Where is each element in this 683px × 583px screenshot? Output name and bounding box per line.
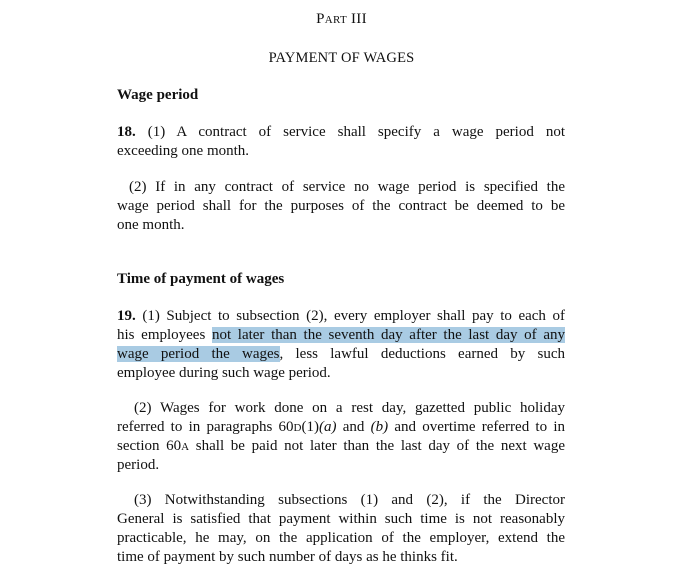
highlighted-text[interactable]: wage period the wages [117, 346, 280, 362]
text-run: shall be paid not later than the last day of the next wage [189, 438, 565, 454]
section-number: 19. [117, 308, 136, 324]
text-run: , less lawful deductions earned by such [279, 346, 565, 362]
text-run: and overtime referred to in [388, 419, 565, 435]
text-line [117, 345, 565, 364]
part-heading: Part III [316, 11, 367, 27]
text-line: one month. [117, 217, 185, 233]
text-run: (1) A contract of service shall specify a wage period not [135, 124, 565, 140]
text-line [117, 418, 565, 437]
section-heading-time-of-payment: Time of payment of wages [117, 271, 285, 287]
section-number: 18. [117, 124, 136, 140]
text-line: practicable, he may, on the application of the employer, extend the [117, 530, 565, 546]
section-19-subsection-1 [117, 307, 565, 383]
text-line: employee during such wage period. [117, 365, 331, 381]
text-line [117, 437, 565, 456]
text-line [117, 123, 565, 142]
text-run: d [293, 419, 302, 435]
section-18-subsection-1 [117, 123, 565, 161]
text-run: (a) [318, 419, 337, 435]
text-line: General is satisfied that payment within such time is not reasonably [117, 511, 565, 527]
text-line: (3) Notwithstanding subsections (1) and (2), if the Director [134, 492, 565, 508]
text-line: exceeding one month. [117, 143, 250, 159]
section-heading-wage-period: Wage period [117, 87, 199, 103]
text-run: and [336, 419, 371, 435]
text-run: referred to in paragraphs 60 [117, 419, 294, 435]
text-run: section 60 [117, 438, 182, 454]
text-run: (1) Subject to subsection (2), every employer shall pay to each of [135, 308, 565, 324]
text-line [117, 326, 565, 345]
chapter-title: PAYMENT OF WAGES [268, 50, 415, 66]
text-line: (2) If in any contract of service no wage period is specified the [129, 179, 565, 195]
section-19-subsection-2 [117, 399, 565, 475]
text-run: (1) [301, 419, 319, 435]
highlighted-text[interactable]: not later than the seventh day after the last day of any [211, 327, 565, 343]
text-run: his employees [117, 327, 212, 343]
section-18-subsection-2 [117, 178, 565, 235]
text-line: wage period shall for the purposes of the contract be deemed to be [117, 198, 565, 214]
text-line: (2) Wages for work done on a rest day, gazetted public holiday [134, 400, 565, 416]
text-run: (b) [370, 419, 389, 435]
text-line: time of payment by such number of days as he thinks fit. [117, 549, 458, 565]
text-line [117, 307, 565, 326]
section-19-subsection-3 [117, 491, 565, 567]
text-run: a [181, 438, 190, 454]
text-line: period. [117, 457, 160, 473]
